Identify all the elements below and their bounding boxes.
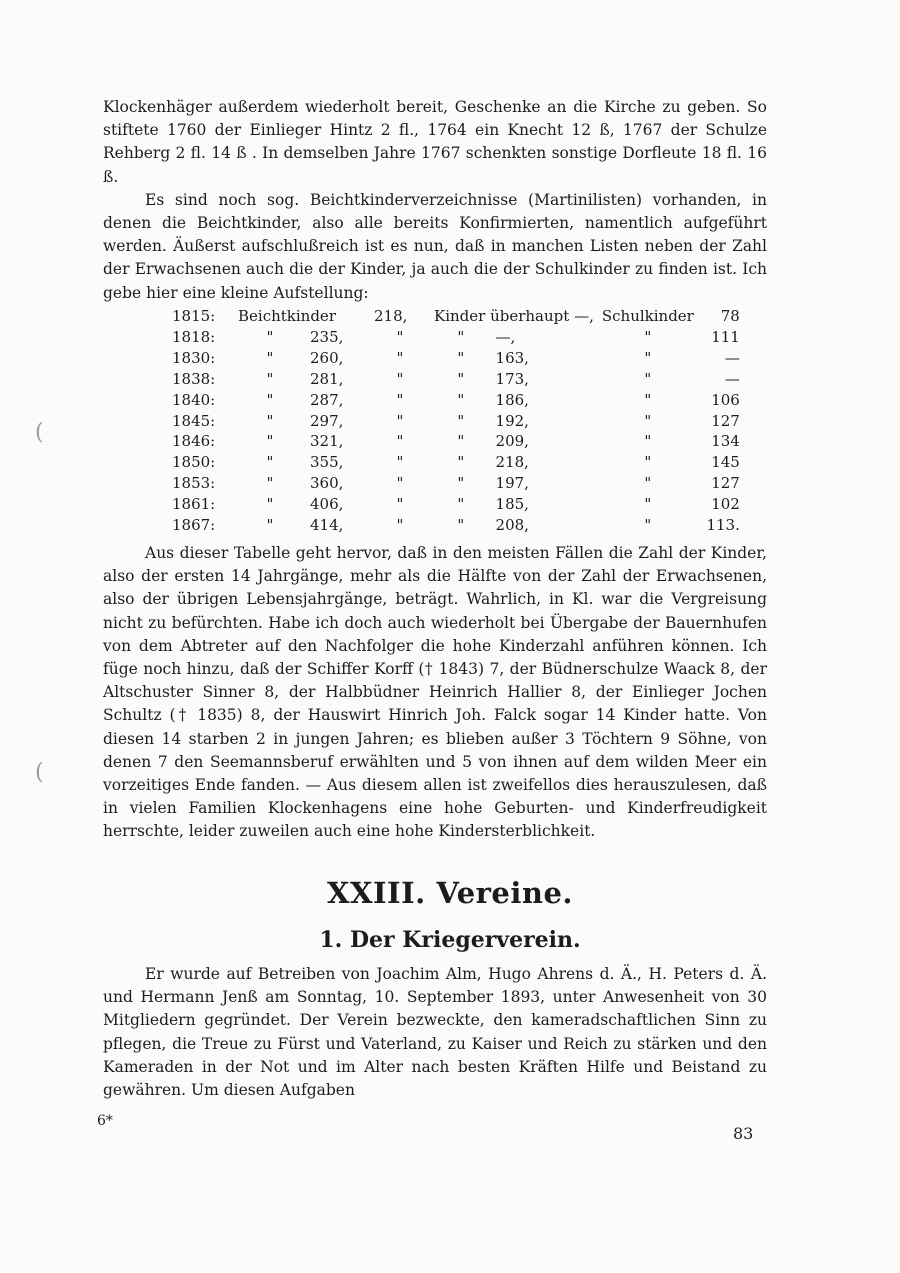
value-cell: 173, [495, 369, 529, 388]
beichtkinder-label: Beichtkinder [238, 307, 336, 325]
ditto-mark: " [266, 516, 274, 535]
ditto-mark: " [644, 327, 652, 346]
table-row [168, 369, 744, 390]
value-cell: 218, [374, 307, 408, 325]
value-cell: 360, [310, 474, 344, 493]
table-row [168, 494, 744, 515]
ditto-mark: " [457, 390, 465, 409]
ditto-mark: " [644, 411, 652, 430]
paragraph-kriegerverein: Er wurde auf Betreiben von Joachim Alm, Hugo Ahrens d. Ä., H. Peters d. Ä. und Hermann Jenß am Sonntag, 10. September 1893, unter Anwesenheit von 30 Mitgliedern gegründet. Der Verein bezweckte, den kameradschaftlichen Sinn zu pflegen, die Treue zu Fürst und Vaterland, zu Kaiser und Reich zu stärken und den Kameraden in der Not und im Alter nach besten Kräften Hilfe und Beistand zu gewähren. Um diesen Aufgaben [103, 965, 767, 1100]
value-cell: 297, [310, 411, 344, 430]
ditto-mark: " [457, 411, 465, 430]
value-cell: 208, [495, 516, 529, 535]
ditto-mark: " [396, 453, 404, 472]
year-cell: 1861: [172, 495, 216, 514]
ditto-mark: " [644, 348, 652, 367]
value-cell: 127 [711, 474, 740, 493]
ditto-mark: " [266, 390, 274, 409]
ditto-mark: " [396, 495, 404, 514]
ditto-mark: " [266, 495, 274, 514]
ditto-mark: " [396, 348, 404, 367]
value-cell: 414, [310, 516, 344, 535]
label-cell [598, 306, 698, 327]
ditto-mark: " [457, 348, 465, 367]
sheet-signature: 6* [97, 1113, 113, 1129]
value-cell: 134 [711, 432, 740, 451]
ditto-mark: " [644, 369, 652, 388]
label-cell [430, 306, 598, 327]
value-cell: — [724, 348, 740, 367]
paragraph-lists: Es sind noch sog. Beichtkinderverzeichnisse (Martinilisten) vorhanden, in denen die Beichtkinder, also alle bereits Konfirmierten, namentlich aufgeführt werden. Äußerst aufschlußreich ist es nun, daß in manchen Listen neben der Zahl der Erwachsenen auch die der Kinder, ja auch die der Schulkinder zu finden ist. Ich gebe hier eine kleine Aufstellung: [103, 190, 767, 302]
ditto-mark: " [396, 369, 404, 388]
ditto-mark: " [266, 474, 274, 493]
ditto-mark: " [396, 432, 404, 451]
table-row [168, 452, 744, 473]
year-cell: 1818: [172, 327, 216, 346]
value-cell: 163, [495, 348, 529, 367]
value-cell: 235, [310, 327, 344, 346]
value-cell: 281, [310, 369, 344, 388]
ditto-mark: " [457, 369, 465, 388]
ditto-mark: " [266, 348, 274, 367]
table-row [168, 431, 744, 452]
label-cell [234, 306, 370, 327]
paragraph-analysis: Aus dieser Tabelle geht hervor, daß in den meisten Fällen die Zahl der Kinder, also der ersten 14 Jahrgänge, mehr als die Hälfte von der Zahl der Erwachsenen, also der übrigen Lebensjahrgänge, beträgt. Wahrlich, in Kl. war die Vergreisung nicht zu befürchten. Habe ich doch auch wiederholt bei Übergabe der Bauernhufen von dem Abtreter auf den Nachfolger die hohe Kinderzahl anführen können. Ich füge noch hinzu, daß der Schiffer Korff († 1843) 7, der Büdnerschulze Waack 8, der Altschuster Sinner 8, der Halbbüdner Heinrich Hallier 8, der Einlieger Jochen Schultz († 1835) 8, der Hauswirt Hinrich Joh. Falck sogar 14 Kinder hatte. Von diesen 14 starben 2 in jungen Jahren; es blieben außer 3 Töchtern 9 Söhne, von denen 7 den Seemannsberuf erwählten und 5 von ihnen auf dem wilden Meer ein vorzeitiges Ende fanden. — Aus diesem allen ist zweifellos dies herauszulesen, daß in vielen Familien Klockenhagens eine hohe Geburten- und Kinderfreudigkeit herrschte, leider zuweilen auch eine hohe Kindersterblichkeit. [103, 544, 767, 841]
ditto-mark: " [266, 369, 274, 388]
value-cell: 113. [706, 516, 740, 535]
ditto-mark: " [457, 516, 465, 535]
intro-section [103, 96, 767, 305]
page-number: 83 [733, 1124, 754, 1143]
paragraph-gifts: Klockenhäger außerdem wiederholt bereit, Geschenke an die Kirche zu geben. So stiftete 1760 der Einlieger Hintz 2 fl., 1764 ein Knecht 12 ß, 1767 der Schulze Rehberg 2 fl. 14 ß . In demselben Jahre 1767 schenkten sonstige Dorfleute 18 fl. 16 ß. [103, 98, 767, 186]
ditto-mark: " [266, 453, 274, 472]
ditto-mark: " [396, 327, 404, 346]
ditto-mark: " [644, 390, 652, 409]
ditto-mark: " [396, 411, 404, 430]
chapter-heading: XXIII. Vereine. [326, 876, 574, 910]
schulkinder-label: Schulkinder [601, 307, 694, 325]
value-cell: 209, [495, 432, 529, 451]
table-row [168, 390, 744, 411]
census-table [168, 306, 744, 536]
year-cell: 1830: [172, 348, 216, 367]
ditto-mark: " [644, 432, 652, 451]
table-row [168, 473, 744, 494]
value-cell: 355, [310, 453, 344, 472]
kinder-label: Kinder überhaupt [434, 307, 570, 325]
year-cell: 1853: [172, 474, 216, 493]
value-cell: 321, [310, 432, 344, 451]
ditto-mark: " [644, 495, 652, 514]
year-cell: 1840: [172, 390, 216, 409]
value-cell: 406, [310, 495, 344, 514]
ditto-mark: " [644, 453, 652, 472]
ditto-mark: " [457, 453, 465, 472]
value-cell: 111 [711, 327, 740, 346]
year-cell: 1867: [172, 516, 216, 535]
year-cell: 1838: [172, 369, 216, 388]
margin-mark: ( [35, 420, 44, 445]
value-cell: —, [495, 327, 516, 346]
value-cell: 287, [310, 390, 344, 409]
margin-mark: ( [35, 760, 44, 785]
analysis-section [103, 542, 767, 844]
kriegerverein-section [103, 963, 767, 1102]
value-cell: 102 [711, 495, 740, 514]
ditto-mark: " [396, 516, 404, 535]
ditto-mark: " [457, 474, 465, 493]
ditto-mark: " [396, 474, 404, 493]
year-cell: 1815: [172, 307, 216, 325]
table-row [168, 515, 744, 536]
value-cell: 127 [711, 411, 740, 430]
value-cell: 185, [495, 495, 529, 514]
value-cell: 78 [720, 307, 740, 325]
value-cell: 106 [711, 390, 740, 409]
ditto-mark: " [457, 327, 465, 346]
value-cell: 260, [310, 348, 344, 367]
value-cell: — [724, 369, 740, 388]
table-row [168, 411, 744, 432]
year-cell: 1850: [172, 453, 216, 472]
kinder-value: —, [574, 307, 594, 325]
ditto-mark: " [396, 390, 404, 409]
year-cell: 1846: [172, 432, 216, 451]
value-cell: 192, [495, 411, 529, 430]
table-row [168, 327, 744, 348]
table-row [168, 348, 744, 369]
ditto-mark: " [266, 432, 274, 451]
ditto-mark: " [266, 411, 274, 430]
section-heading: 1. Der Kriegerverein. [319, 927, 581, 953]
year-cell: 1845: [172, 411, 216, 430]
value-cell: 197, [495, 474, 529, 493]
value-cell: 186, [495, 390, 529, 409]
table-row [168, 306, 744, 327]
ditto-mark: " [457, 495, 465, 514]
value-cell: 145 [711, 453, 740, 472]
ditto-mark: " [457, 432, 465, 451]
ditto-mark: " [644, 516, 652, 535]
ditto-mark: " [644, 474, 652, 493]
value-cell: 218, [495, 453, 529, 472]
ditto-mark: " [266, 327, 274, 346]
